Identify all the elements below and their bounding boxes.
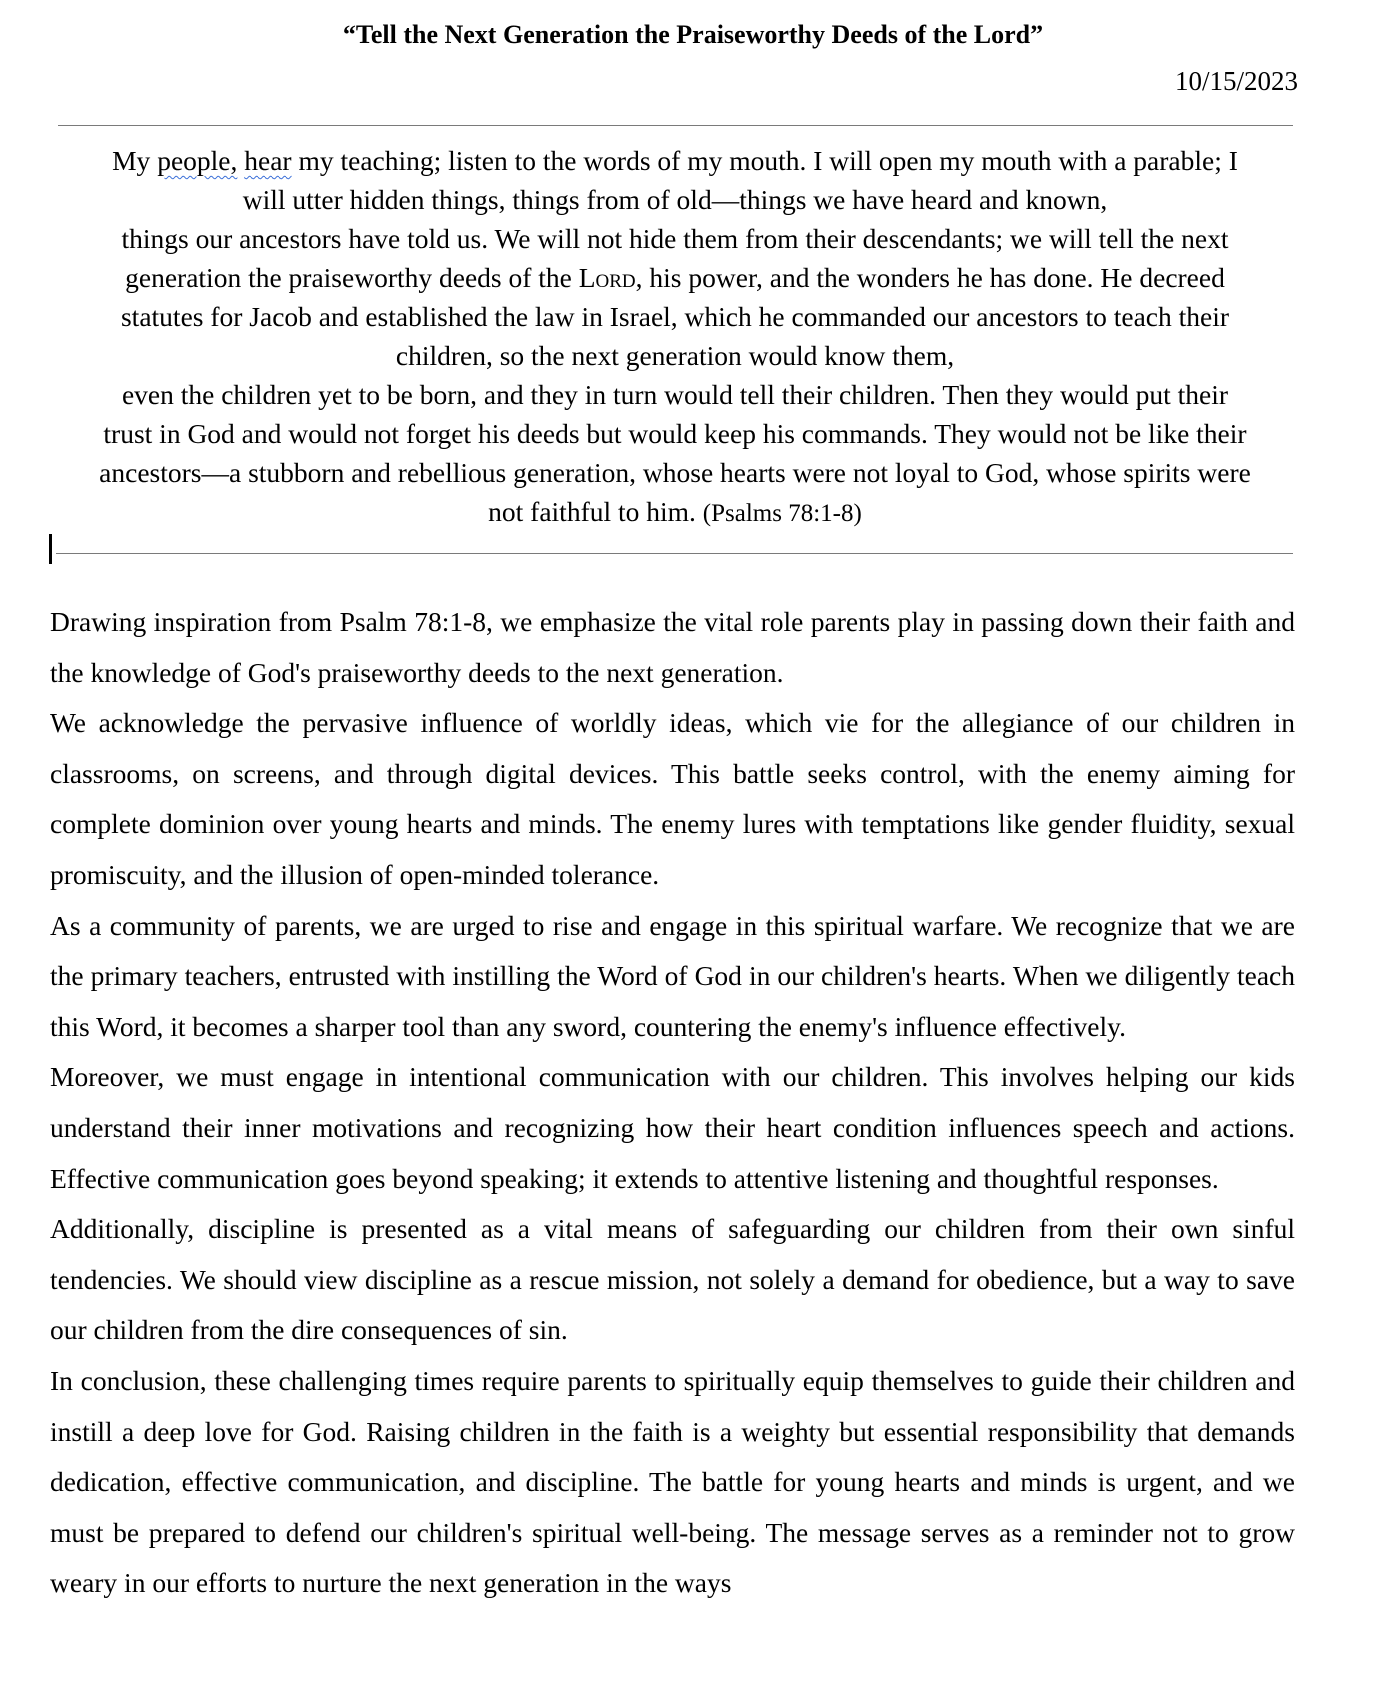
spellcheck-flagged-word[interactable]: people, [157, 145, 238, 176]
text-cursor [49, 534, 52, 564]
scripture-line: even the children yet to be born, and they in turn would tell their children. Then they would put their [121, 379, 1229, 410]
scripture-text: , his power, and the wonders he has done. He decreed [635, 262, 1225, 293]
body-paragraph: We acknowledge the pervasive influence of worldly ideas, which vie for the allegiance of our children in classrooms, on screens, and through digital devices. This battle seeks control, with the enemy aiming for complete dominion over young hearts and minds. The enemy lures with temptations like gender fluidity, sexual promiscuity, and the illusion of open-minded tolerance. [50, 707, 1295, 890]
scripture-line [54, 258, 1296, 297]
bottom-divider-line [56, 553, 1293, 554]
body-paragraph: Drawing inspiration from Psalm 78:1-8, we emphasize the vital role parents play in passing down their faith and the knowledge of God's praiseworthy deeds to the next generation. [50, 606, 1295, 688]
scripture-line: trust in God and would not forget his deeds but would keep his commands. They would not be like their [103, 418, 1247, 449]
scripture-line [54, 141, 1296, 180]
scripture-line: children, so the next generation would know them, [395, 340, 955, 371]
scripture-text: my teaching; listen to the words of my mouth. I will open my mouth with a parable; I [291, 145, 1238, 176]
scripture-text: generation the praiseworthy deeds of the [125, 262, 579, 293]
scripture-line: statutes for Jacob and established the law in Israel, which he commanded our ancestors to teach their [120, 301, 1230, 332]
scripture-reference: (Psalms 78:1-8) [702, 500, 862, 527]
scripture-line [54, 492, 1296, 533]
scripture-line: things our ancestors have told us. We will not hide them from their descendants; we will tell the next [121, 223, 1229, 254]
scripture-text: My [112, 145, 158, 176]
body-paragraph: Additionally, discipline is presented as a vital means of safeguarding our children from their own sinful tendencies. We should view discipline as a rescue mission, not solely a demand for obedience, but a way to save our children from the dire consequences of sin. [50, 1213, 1295, 1346]
body-paragraph: Moreover, we must engage in intentional communication with our children. This involves helping our kids understand their inner motivations and recognizing how their heart condition influences speech and actions. Effective communication goes beyond speaking; it extends to attentive listening and thoughtful responses. [50, 1061, 1295, 1194]
top-divider-line [58, 125, 1293, 126]
document-body[interactable] [50, 597, 1295, 1609]
document-date: 10/15/2023 [1174, 66, 1298, 96]
body-paragraph: As a community of parents, we are urged to rise and engage in this spiritual warfare. We recognize that we are the primary teachers, entrusted with instilling the Word of God in our children's hearts. When we diligently teach this Word, it becomes a sharper tool than any sword, countering the enemy's influence effectively. [50, 909, 1295, 1042]
document-title: “Tell the Next Generation the Praiseworthy Deeds of the Lord” [342, 20, 1044, 49]
scripture-line: ancestors—a stubborn and rebellious generation, whose hearts were not loyal to God, whose spirits were [99, 457, 1251, 488]
scripture-text: not faithful to him. [488, 496, 703, 527]
lord-small-caps: Lord [578, 262, 636, 293]
scripture-line: will utter hidden things, things from of old—things we have heard and known, [242, 184, 1108, 215]
spellcheck-flagged-word[interactable]: hear [244, 145, 292, 176]
body-paragraph: In conclusion, these challenging times require parents to spiritually equip themselves to guide their children and instill a deep love for God. Raising children in the faith is a weighty but essential responsibility that demands dedication, effective communication, and discipline. The battle for young hearts and minds is urgent, and we must be prepared to defend our children's spiritual well-being. The message serves as a reminder not to grow weary in our efforts to nurture the next generation in the ways [50, 1364, 1295, 1599]
scripture-passage[interactable] [54, 141, 1296, 533]
